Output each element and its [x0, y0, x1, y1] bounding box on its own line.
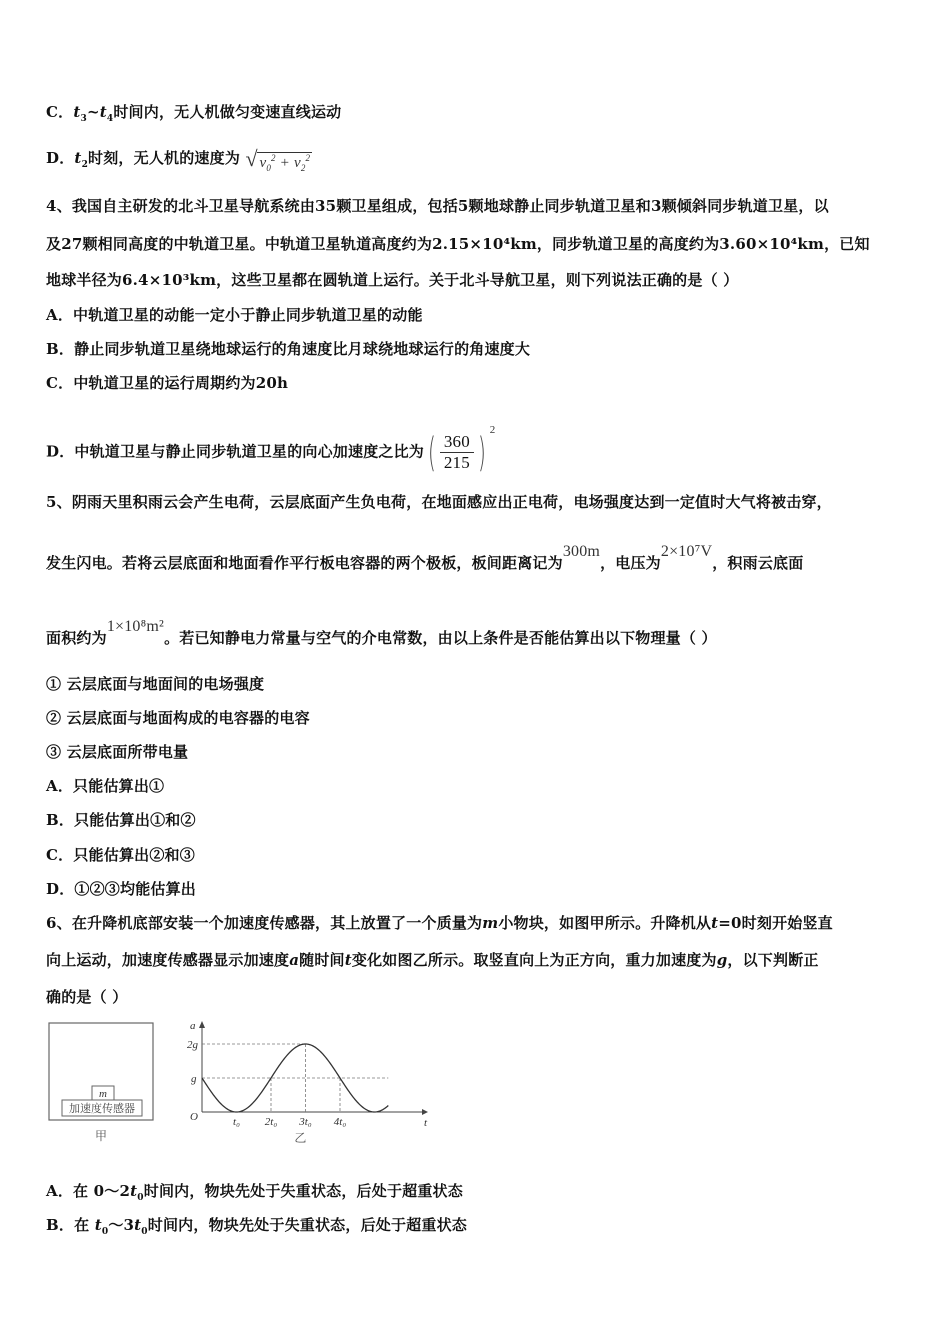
q6-stem-line2: 向上运动，加速度传感器显示加速度a随时间t变化如图乙所示。取竖直向上为正方向，重力加速度为g，以下判断正 — [46, 951, 819, 969]
q4-option-c: C．中轨道卫星的运行周期约为20h — [46, 374, 289, 392]
q4-option-a: A．中轨道卫星的动能一定小于静止同步轨道卫星的动能 — [46, 306, 423, 324]
block-label: m — [99, 1088, 107, 1100]
x-tick-t0: t₀ — [233, 1116, 240, 1128]
q6-option-a: A．在 $0\sim 2t_0$时间内，物块先处于失重状态，后处于超重状态 — [46, 1182, 463, 1203]
q5-stem-line3: 面积约为1×10⁸m²。若已知静电力常量与空气的介电常数，由以上条件是否能估算出以下物理量（ ） — [46, 618, 717, 647]
origin-label: O — [190, 1111, 198, 1123]
y-tick-g: g — [191, 1073, 197, 1085]
sensor-label: 加速度传感器 — [69, 1102, 135, 1115]
x-axis-arrow — [422, 1109, 428, 1115]
q5-stem-line2: 发生闪电。若将云层底面和地面看作平行板电容器的两个极板，板间距离记为300m，电压为2×10⁷V，积雨云底面 — [46, 543, 804, 572]
exponent: 2 — [489, 423, 496, 436]
q5-option-b: B．只能估算出①和② — [46, 811, 196, 829]
figure-b-acceleration-graph — [180, 1018, 430, 1146]
q4-stem-line2: 及27颗相同高度的中轨道卫星。中轨道卫星轨道高度约为2.15×10⁴km，同步轨道卫星的高度约为3.60×10⁴km，已知 — [46, 235, 870, 253]
y-axis-label: a — [190, 1020, 196, 1032]
q5-option-a: A．只能估算出① — [46, 777, 165, 795]
sqrt-formula: √ $v_0^2 + v_2^2$ — [245, 146, 311, 173]
x-tick-2t0: 2t₀ — [264, 1116, 278, 1128]
q6-stem-line1: 6、在升降机底部安装一个加速度传感器，其上放置了一个质量为m小物块，如图甲所示。升降机从t=0时刻开始竖直 — [46, 914, 833, 932]
q5-option-c: C．只能估算出②和③ — [46, 846, 195, 864]
y-tick-2g: 2g — [187, 1039, 198, 1051]
chart-labels — [187, 1020, 428, 1145]
q4-option-b: B．静止同步轨道卫星绕地球运行的角速度比月球绕地球运行的角速度大 — [46, 340, 531, 358]
q5-item-1: ① 云层底面与地面间的电场强度 — [46, 675, 265, 693]
figure-a-caption: 甲 — [94, 1129, 108, 1143]
q4-option-d-text: D．中轨道卫星与静止同步轨道卫星的向心加速度之比为 — [46, 442, 425, 461]
q3-option-c: C．$t_3\sim t_4$时间内，无人机做匀变速直线运动 — [46, 103, 342, 124]
y-axis-arrow — [199, 1021, 205, 1028]
voltage-value: 2×10⁷V — [660, 543, 713, 560]
chart-axes — [199, 1021, 428, 1115]
q5-item-3: ③ 云层底面所带电量 — [46, 743, 189, 761]
x-tick-4t0: 4t₀ — [333, 1116, 347, 1128]
q4-option-d: D．中轨道卫星与静止同步轨道卫星的向心加速度之比为( $\frac{360}{215}$ ) $^2$ — [46, 423, 496, 476]
q5-stem-line1: 5、阴雨天里积雨云会产生电荷，云层底面产生负电荷，在地面感应出正电荷，电场强度达到一定值时大气将被击穿， — [46, 493, 832, 511]
fraction: $\frac{360}{215}$ — [440, 432, 474, 473]
chart-dashed-guides — [202, 1044, 388, 1112]
figure-a-elevator — [44, 1018, 162, 1146]
distance-value: 300m — [562, 543, 601, 560]
area-value: 1×10⁸m² — [106, 618, 165, 635]
x-axis-label: t — [424, 1117, 428, 1129]
q3-option-d: D．$t_2$时刻，无人机的速度为 √ $v_0^2 + v_2^2$ — [46, 146, 311, 173]
q5-option-d: D．①②③均能估算出 — [46, 880, 197, 898]
q4-stem-line1: 4、我国自主研发的北斗卫星导航系统由35颗卫星组成，包括5颗地球静止同步轨道卫星和3颗倾斜同步轨道卫星，以 — [46, 197, 829, 215]
q6-option-b: B．在 $t_0\sim 3t_0$时间内，物块先处于失重状态，后处于超重状态 — [46, 1216, 467, 1237]
figure-b-caption: 乙 — [294, 1131, 307, 1145]
x-tick-3t0: 3t₀ — [299, 1116, 312, 1128]
q6-stem-line3: 确的是（ ） — [46, 988, 128, 1006]
q5-item-2: ② 云层底面与地面构成的电容器的电容 — [46, 709, 310, 727]
q4-stem-line3: 地球半径为6.4×10³km，这些卫星都在圆轨道上运行。关于北斗导航卫星，则下列说法正确的是（ ） — [46, 271, 739, 289]
